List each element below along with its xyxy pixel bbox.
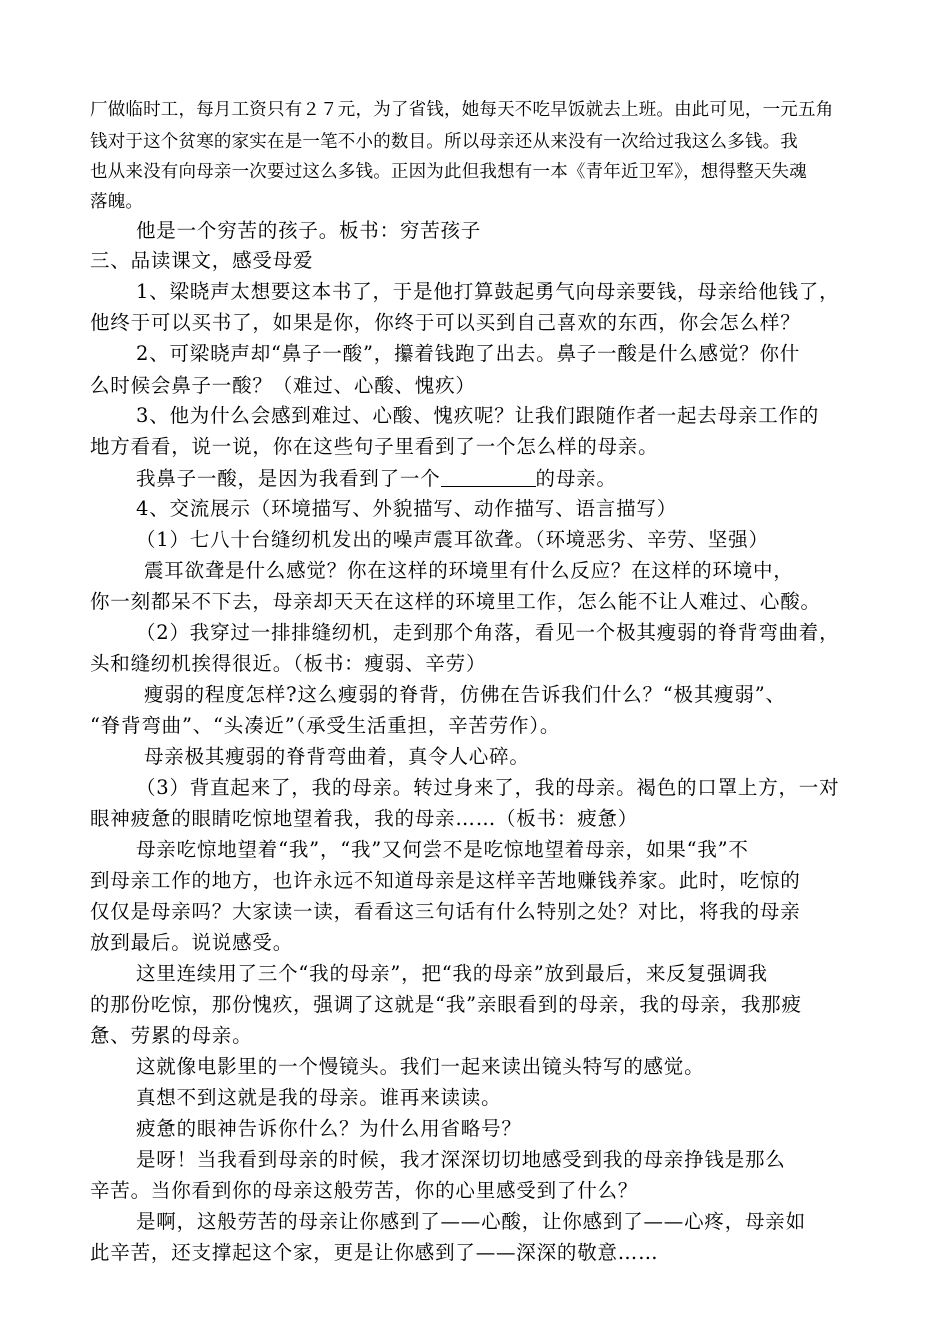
paragraph-line: 1、梁晓声太想要这本书了，于是他打算鼓起勇气向母亲要钱，母亲给他钱了， bbox=[136, 280, 840, 303]
paragraph-line: 落魄。 bbox=[90, 192, 144, 212]
paragraph-line: 震耳欲聋是什么感觉？你在这样的环境里有什么反应？在这样的环境中， bbox=[144, 559, 794, 582]
paragraph-line: （2）我穿过一排排缝纫机，走到那个角落，看见一个极其瘦弱的脊背弯曲着， bbox=[136, 621, 840, 644]
paragraph-line: “脊背弯曲”、“头凑近”（承受生活重担，辛苦劳作）。 bbox=[90, 714, 561, 737]
paragraph-line: 你一刻都呆不下去，母亲却天天在这样的环境里工作，怎么能不让人难过、心酸。 bbox=[90, 590, 821, 613]
paragraph-line: 仅仅是母亲吗？大家读一读，看看这三句话有什么特别之处？对比，将我的母亲 bbox=[90, 900, 801, 923]
paragraph-line: 么时候会鼻子一酸？（难过、心酸、愧疚） bbox=[90, 374, 476, 397]
fill-in-suffix: 的母亲。 bbox=[535, 467, 617, 490]
paragraph-line: 疲惫的眼神告诉你什么？为什么用省略号？ bbox=[136, 1117, 522, 1140]
paragraph-line: 瘦弱的程度怎样?这么瘦弱的脊背，仿佛在告诉我们什么？“极其瘦弱”、 bbox=[144, 683, 786, 706]
paragraph-line: 厂做临时工，每月工资只有２７元，为了省钱，她每天不吃早饭就去上班。由此可见，一元五角 bbox=[90, 100, 834, 120]
paragraph-line: 母亲吃惊地望着“我”，“我”又何尝不是吃惊地望着母亲，如果“我”不 bbox=[136, 838, 749, 861]
paragraph-line: 放到最后。说说感受。 bbox=[90, 931, 294, 954]
paragraph-line: 眼神疲惫的眼睛吃惊地望着我，我的母亲……（板书：疲惫） bbox=[90, 807, 639, 830]
paragraph-line: 他终于可以买书了，如果是你，你终于可以买到自己喜欢的东西，你会怎么样？ bbox=[90, 311, 801, 334]
paragraph-line: 4、交流展示（环境描写、外貌描写、动作描写、语言描写） bbox=[136, 497, 678, 520]
paragraph-line: 这就像电影里的一个慢镜头。我们一起来读出镜头特写的感觉。 bbox=[136, 1055, 705, 1078]
paragraph-line: 2、可梁晓声却“鼻子一酸”，攥着钱跑了出去。鼻子一酸是什么感觉？你什 bbox=[136, 342, 801, 365]
fill-in-prefix: 我鼻子一酸，是因为我看到了一个 bbox=[136, 467, 441, 490]
section-heading: 三、品读课文，感受母爱 bbox=[90, 249, 314, 272]
paragraph-line: 是呀！当我看到母亲的时候，我才深深切切地感受到我的母亲挣钱是那么 bbox=[136, 1148, 786, 1171]
paragraph-line: （1）七八十台缝纫机发出的噪声震耳欲聋。（环境恶劣、辛劳、坚强） bbox=[136, 528, 769, 551]
paragraph-line: 头和缝纫机挨得很近。（板书：瘦弱、辛劳） bbox=[90, 652, 487, 675]
fill-in-line bbox=[136, 468, 617, 489]
paragraph-line: 惫、劳累的母亲。 bbox=[90, 1024, 253, 1047]
paragraph-line: 是啊，这般劳苦的母亲让你感到了——心酸，让你感到了——心疼，母亲如 bbox=[136, 1210, 806, 1233]
paragraph-line: 钱对于这个贫寒的家实在是一笔不小的数目。所以母亲还从来没有一次给过我这么多钱。我 bbox=[90, 132, 798, 152]
paragraph-line: 这里连续用了三个“我的母亲”，把“我的母亲”放到最后，来反复强调我 bbox=[136, 962, 768, 985]
paragraph-line: 也从来没有向母亲一次要过这么多钱。正因为此但我想有一本《青年近卫军》，想得整天失魂 bbox=[90, 162, 807, 182]
paragraph-line: （3）背直起来了，我的母亲。转过身来了，我的母亲。褐色的口罩上方，一对 bbox=[136, 776, 840, 799]
fill-in-blank bbox=[441, 468, 536, 487]
paragraph-line: 地方看看，说一说，你在这些句子里看到了一个怎么样的母亲。 bbox=[90, 435, 659, 458]
paragraph-line: 的那份吃惊，那份愧疚，强调了这就是“我”亲眼看到的母亲，我的母亲，我那疲 bbox=[90, 993, 802, 1016]
paragraph-line: 母亲极其瘦弱的脊背弯曲着，真令人心碎。 bbox=[144, 745, 530, 768]
paragraph-line: 辛苦。当你看到你的母亲这般劳苦，你的心里感受到了什么？ bbox=[90, 1179, 639, 1202]
paragraph-line: 3、他为什么会感到难过、心酸、愧疚呢？让我们跟随作者一起去母亲工作的 bbox=[136, 404, 820, 427]
paragraph-line: 真想不到这就是我的母亲。谁再来读读。 bbox=[136, 1086, 502, 1109]
paragraph-line: 他是一个穷苦的孩子。板书：穷苦孩子 bbox=[136, 219, 482, 242]
paragraph-line: 到母亲工作的地方，也许永远不知道母亲是这样辛苦地赚钱养家。此时，吃惊的 bbox=[90, 869, 801, 892]
paragraph-line: 此辛苦，还支撑起这个家，更是让你感到了——深深的敬意…… bbox=[90, 1241, 659, 1264]
